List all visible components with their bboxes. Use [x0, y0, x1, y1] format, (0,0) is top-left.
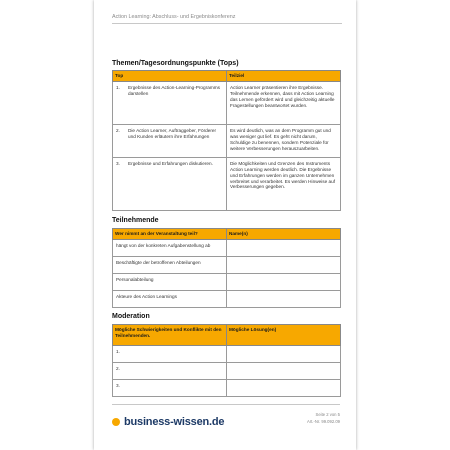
table-cell-namen[interactable]: [227, 256, 341, 273]
topic-number: 3.: [116, 160, 120, 166]
table-cell-top: [113, 81, 227, 124]
page-header: Action Learning: Abschluss- und Ergebniskonferenz: [112, 14, 342, 24]
table-row: [113, 81, 341, 124]
column-header-wer: Wer nimmt an der Veranstaltung teil?: [113, 229, 227, 240]
table-row: [113, 273, 341, 290]
table-cell-wer: Personalabteilung: [113, 273, 227, 290]
column-header-namen: Name(n): [227, 229, 341, 240]
topic-text: Ergebnisse und Erfahrungen diskutieren.: [128, 160, 213, 166]
table-cell-top: [113, 124, 227, 157]
table-header-row: [113, 229, 341, 240]
table-cell-loesung[interactable]: [227, 380, 341, 397]
table-cell-namen[interactable]: [227, 239, 341, 256]
column-header-schwierigkeiten: Mögliche Schwierigkeiten und Konflikte mit den Teilnehmenden.: [113, 325, 227, 346]
table-cell-teilziel: Action Learner präsentieren ihre Ergebnisse. Teilnehmende erkennen, dass mit Action Learning das Lernen gefördert wird und gleichzeitig aktuelle Fragestellungen beantwortet wurden.: [227, 81, 341, 124]
table-row: [113, 157, 341, 210]
table-row: [113, 124, 341, 157]
document-page: [94, 0, 356, 450]
topic-number: 1.: [116, 84, 120, 90]
section-title-teilnehmende: Teilnehmende: [112, 217, 159, 224]
table-cell-loesung[interactable]: [227, 363, 341, 380]
table-cell-wer: Beschäftigte der betroffenen Abteilungen: [113, 256, 227, 273]
table-cell-top: [113, 157, 227, 210]
page-number: Seite 2 von 5: [315, 412, 340, 417]
table-header-row: [113, 71, 341, 82]
table-row: [113, 290, 341, 307]
table-cell-schwierigkeit: 1.: [113, 346, 227, 363]
table-cell-wer: hängt von der konkreten Aufgabenstellung ab: [113, 239, 227, 256]
topic-text: Ergebnisse des Action-Learning-Programms darstellen: [128, 84, 220, 96]
section-title-themen: Themen/Tagesordnungspunkte (Tops): [112, 60, 239, 67]
brand-logo[interactable]: [112, 416, 224, 428]
themen-table: [112, 70, 341, 211]
table-cell-teilziel: Die Möglichkeiten und Grenzen des Instruments Action Learning werden deutlich. Die Ergebnisse und Erfahrungen werden im ganzen Unternehmen verbreitet und verarbeitet. Es werden Hinweise auf Verbesserungen gegeben.: [227, 157, 341, 210]
table-cell-schwierigkeit: 3.: [113, 380, 227, 397]
table-row: [113, 239, 341, 256]
page-info: [307, 412, 340, 425]
column-header-loesungen: Mögliche Lösung(en): [227, 325, 341, 346]
topic-number: 2.: [116, 127, 120, 133]
table-row: [113, 346, 341, 363]
teilnehmende-table: [112, 228, 341, 308]
column-header-teilziel: Teilziel: [227, 71, 341, 82]
table-row: [113, 363, 341, 380]
table-cell-namen[interactable]: [227, 273, 341, 290]
page-footer: [112, 404, 340, 431]
table-row: [113, 256, 341, 273]
brand-name: business-wissen.de: [124, 416, 225, 428]
moderation-table: [112, 324, 341, 397]
table-cell-loesung[interactable]: [227, 346, 341, 363]
table-cell-schwierigkeit: 2.: [113, 363, 227, 380]
table-cell-teilziel: Es wird deutlich, was an dem Programm gut und was weniger gut lief. Es geht nicht darum, Schuldige zu benennen, sondern Potenziale für weitere Verbesserungen herauszuarbeiten.: [227, 124, 341, 157]
article-number: Art.-Nr. 99.092.09: [306, 418, 340, 424]
table-row: [113, 380, 341, 397]
table-cell-wer: Akteure des Action Learnings: [113, 290, 227, 307]
table-header-row: [113, 325, 341, 346]
column-header-top: Top: [113, 71, 227, 82]
table-cell-namen[interactable]: [227, 290, 341, 307]
topic-text: Die Action Learner, Auftraggeber, Förderer und Kunden erläutern ihre Erfahrungen: [128, 127, 217, 139]
section-title-moderation: Moderation: [112, 313, 150, 320]
brand-dot-icon: [112, 418, 120, 426]
